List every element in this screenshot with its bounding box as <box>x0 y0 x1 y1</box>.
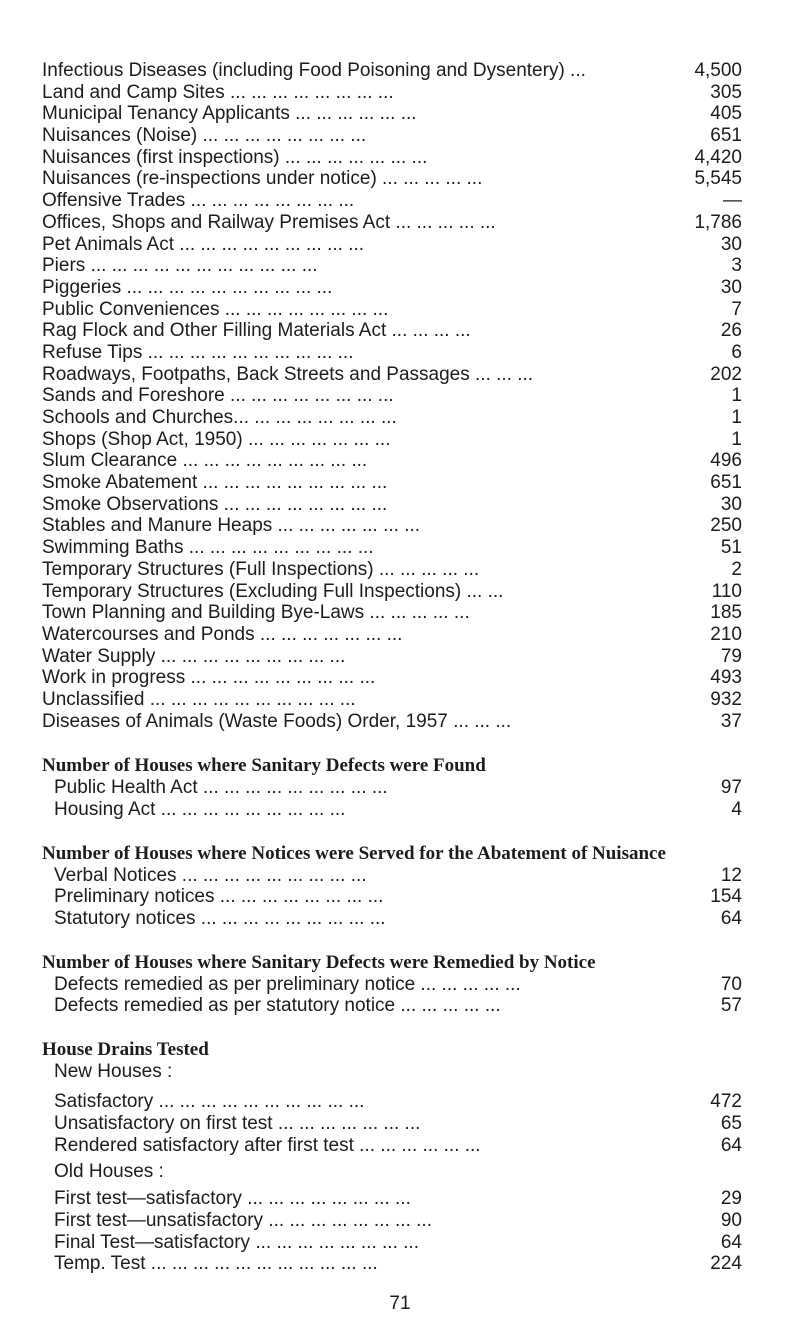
item-count: 12 <box>720 864 742 886</box>
list-item <box>42 865 742 887</box>
item-count: 1 <box>731 407 742 428</box>
item-label: Stables and Manure Heaps ... ... ... ... ... ... ... <box>42 515 421 537</box>
list-item <box>42 886 742 908</box>
item-count: 305 <box>710 81 742 103</box>
list-item <box>42 602 742 624</box>
item-label: Refuse Tips ... ... ... ... ... ... ... ... ... ... <box>42 341 354 363</box>
item-count: 932 <box>710 688 742 710</box>
item-label: Public Health Act ... ... ... ... ... ... ... ... ... <box>54 777 388 799</box>
notices-served-heading: Number of Houses where Notices were Served for the Abatement of Nuisance <box>42 842 666 864</box>
item-label: Defects remedied as per statutory notice ... ... ... ... ... <box>54 995 501 1017</box>
item-count: 224 <box>710 1253 742 1275</box>
item-count: 3 <box>731 255 742 277</box>
list-item <box>42 103 742 125</box>
defects-remedied-heading: Number of Houses where Sanitary Defects were Remedied by Notice <box>42 951 596 973</box>
list-item <box>42 995 742 1017</box>
list-item <box>42 974 742 996</box>
item-count: — <box>723 190 742 212</box>
item-count: 64 <box>720 1134 742 1156</box>
item-count: 97 <box>720 777 742 799</box>
item-label: Offensive Trades ... ... ... ... ... ... ... ... <box>42 190 355 212</box>
item-label: Sands and Foreshore ... ... ... ... ... ... ... ... <box>42 385 394 407</box>
list-item <box>42 1091 742 1113</box>
item-count: 405 <box>710 103 742 125</box>
list-item <box>42 515 742 537</box>
new-houses-label: New Houses : <box>54 1061 173 1083</box>
item-count: 90 <box>720 1209 742 1231</box>
list-item <box>42 450 742 472</box>
item-label: Nuisances (Noise) ... ... ... ... ... ... ... ... <box>42 125 367 147</box>
item-label: Pet Animals Act ... ... ... ... ... ... ... ... ... <box>42 233 365 255</box>
item-count: 4 <box>731 799 742 820</box>
item-count: 1 <box>731 428 742 450</box>
item-count: 493 <box>710 667 742 689</box>
list-item <box>42 1253 742 1275</box>
item-label: Temporary Structures (Excluding Full Inspections) ... ... <box>42 580 504 602</box>
item-label: Nuisances (re-inspections under notice) ... ... ... ... ... <box>42 168 483 190</box>
list-item <box>42 385 742 407</box>
list-item <box>42 472 742 494</box>
item-count: 651 <box>710 472 742 494</box>
list-item <box>42 299 742 321</box>
list-item <box>42 60 742 82</box>
section-spacer <box>42 1017 742 1039</box>
item-label: Offices, Shops and Railway Premises Act ... ... ... ... ... <box>42 211 496 233</box>
item-label: Swimming Baths ... ... ... ... ... ... ... ... ... <box>42 537 374 559</box>
item-count: 472 <box>710 1091 742 1113</box>
section-spacer <box>42 821 742 843</box>
item-label: Rendered satisfactory after first test ... ... ... ... ... ... <box>54 1134 481 1156</box>
item-count: 185 <box>710 602 742 624</box>
list-item <box>42 667 742 689</box>
item-count: 250 <box>710 515 742 537</box>
item-label: Slum Clearance ... ... ... ... ... ... ... ... ... <box>42 450 368 472</box>
list-item <box>42 190 742 212</box>
page-number: 71 <box>389 1293 411 1314</box>
list-item <box>42 407 742 429</box>
item-count: 7 <box>731 298 742 320</box>
item-label: Verbal Notices ... ... ... ... ... ... ... ... ... <box>54 864 367 886</box>
item-label: Temporary Structures (Full Inspections) ... ... ... ... ... <box>42 558 480 580</box>
list-item <box>42 537 742 559</box>
list-item <box>42 908 742 930</box>
item-label: Infectious Diseases (including Food Poisoning and Dysentery) ... <box>42 60 586 81</box>
item-label: Unsatisfactory on first test ... ... ... ... ... ... ... <box>54 1112 421 1134</box>
item-count: 26 <box>720 320 742 342</box>
list-item <box>42 277 742 299</box>
item-label: Rag Flock and Other Filling Materials Act ... ... ... ... <box>42 320 471 342</box>
list-item <box>42 689 742 711</box>
item-count: 110 <box>711 580 742 602</box>
list-item <box>42 125 742 147</box>
list-item <box>42 624 742 646</box>
list-item <box>42 777 742 799</box>
list-item <box>42 147 742 169</box>
list-item <box>42 320 742 342</box>
list-item <box>42 168 742 190</box>
item-count: 2 <box>731 558 742 580</box>
item-label: Work in progress ... ... ... ... ... ... ... ... ... <box>42 667 376 689</box>
list-item <box>42 1210 742 1232</box>
item-label: Defects remedied as per preliminary notice ... ... ... ... ... <box>54 973 521 995</box>
list-item <box>42 646 742 668</box>
item-label: Smoke Abatement ... ... ... ... ... ... ... ... ... <box>42 472 388 494</box>
list-item <box>42 429 742 451</box>
item-count: 4,500 <box>694 60 742 81</box>
list-item <box>42 711 742 733</box>
item-label: Shops (Shop Act, 1950) ... ... ... ... ... ... ... <box>42 428 391 450</box>
item-label: Final Test—satisfactory ... ... ... ... ... ... ... ... <box>54 1231 419 1253</box>
item-count: 202 <box>710 363 742 385</box>
item-label: Housing Act ... ... ... ... ... ... ... ... ... <box>54 799 346 820</box>
item-label: Piggeries ... ... ... ... ... ... ... ... ... ... <box>42 276 333 298</box>
item-label: Nuisances (first inspections) ... ... ... ... ... ... ... <box>42 146 428 168</box>
item-label: Town Planning and Building Bye-Laws ... ... ... ... ... <box>42 602 470 624</box>
house-drains-heading: House Drains Tested <box>42 1039 209 1061</box>
item-count: 64 <box>720 1231 742 1253</box>
item-label: Roadways, Footpaths, Back Streets and Passages ... ... ... <box>42 363 534 385</box>
item-label: First test—satisfactory ... ... ... ... ... ... ... ... <box>54 1188 411 1210</box>
item-count: 51 <box>720 537 742 559</box>
defects-found-heading: Number of Houses where Sanitary Defects were Found <box>42 755 486 777</box>
item-label: Temp. Test ... ... ... ... ... ... ... ... ... ... ... <box>54 1253 378 1275</box>
list-item <box>42 581 742 603</box>
item-count: 210 <box>710 623 742 645</box>
list-item <box>42 364 742 386</box>
item-count: 57 <box>720 995 742 1017</box>
list-item <box>42 212 742 234</box>
list-item <box>42 255 742 277</box>
section-spacer <box>42 732 742 755</box>
list-item <box>42 82 742 104</box>
item-count: 79 <box>720 645 742 667</box>
item-count: 64 <box>720 908 742 930</box>
list-item <box>42 1232 742 1254</box>
item-label: Water Supply ... ... ... ... ... ... ... ... ... <box>42 645 346 667</box>
item-label: Land and Camp Sites ... ... ... ... ... ... ... ... <box>42 81 394 103</box>
item-count: 30 <box>720 233 742 255</box>
list-item <box>42 1113 742 1135</box>
item-count: 37 <box>720 710 742 732</box>
item-label: Piers ... ... ... ... ... ... ... ... ... ... ... <box>42 255 318 277</box>
item-label: Watercourses and Ponds ... ... ... ... ... ... ... <box>42 623 403 645</box>
list-item <box>42 234 742 256</box>
item-count: 5,545 <box>694 168 742 190</box>
item-count: 30 <box>720 276 742 298</box>
list-item <box>42 342 742 364</box>
item-count: 154 <box>710 886 742 908</box>
item-count: 65 <box>720 1112 742 1134</box>
item-label: Diseases of Animals (Waste Foods) Order, 1957 ... ... ... <box>42 710 512 732</box>
list-item <box>42 1188 742 1210</box>
item-label: Unclassified ... ... ... ... ... ... ... ... ... ... <box>42 688 356 710</box>
item-count: 30 <box>720 493 742 515</box>
list-item <box>42 1135 742 1157</box>
item-label: Statutory notices ... ... ... ... ... ... ... ... ... <box>54 908 386 930</box>
item-label: Public Conveniences ... ... ... ... ... ... ... ... <box>42 298 389 320</box>
item-count: 29 <box>720 1188 742 1210</box>
list-item <box>42 494 742 516</box>
item-label: Satisfactory ... ... ... ... ... ... ... ... ... ... <box>54 1091 365 1113</box>
item-label: Schools and Churches... ... ... ... ... ... ... ... <box>42 407 397 428</box>
item-count: 496 <box>710 450 742 472</box>
item-label: Smoke Observations ... ... ... ... ... ... ... ... <box>42 493 388 515</box>
item-count: 1 <box>731 385 742 407</box>
item-count: 6 <box>731 341 742 363</box>
section-spacer <box>42 930 742 952</box>
list-item <box>42 559 742 581</box>
item-count: 1,786 <box>694 211 742 233</box>
item-label: Preliminary notices ... ... ... ... ... ... ... ... <box>54 886 384 908</box>
item-label: Municipal Tenancy Applicants ... ... ... ... ... ... <box>42 103 417 125</box>
item-count: 651 <box>710 125 742 147</box>
old-houses-label: Old Houses : <box>54 1161 164 1183</box>
item-count: 70 <box>720 973 742 995</box>
item-count: 4,420 <box>694 146 742 168</box>
list-item <box>42 799 742 821</box>
inspection-list <box>42 60 742 1275</box>
item-label: First test—unsatisfactory ... ... ... ... ... ... ... ... <box>54 1209 432 1231</box>
